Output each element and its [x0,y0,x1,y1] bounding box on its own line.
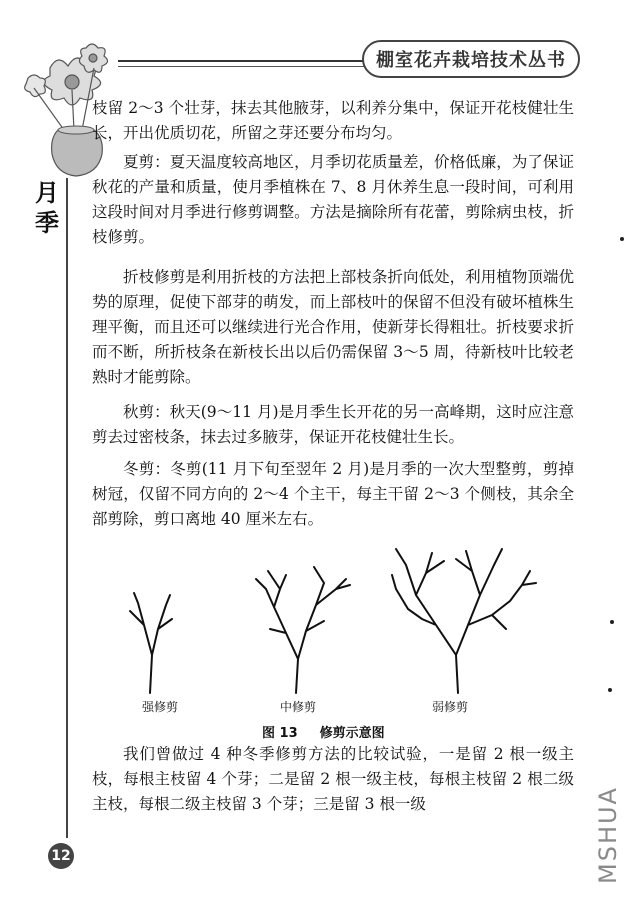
paragraph-winter-pruning: 冬剪：冬剪(11 月下旬至翌年 2 月)是月季的一次大型整剪，剪掉树冠，仅留不同方向的 2～4 个主干，每主干留 2～3 个侧枝，其余全部剪除，剪口离地 40 厘米左右。 [92,460,574,528]
scan-speck [608,688,612,692]
figure-number: 图 13 [262,726,298,741]
caption-medium: 中修剪 [280,700,317,714]
header-rule-thin [118,66,368,67]
header-rule [118,60,368,62]
heavy-pruning-plant [130,593,172,693]
watermark: MSHUA [594,786,622,884]
side-rule [66,178,68,838]
series-title: 棚室花卉栽培技术丛书 [362,40,580,78]
light-pruning-plant [392,549,536,693]
paragraph-branch-bending: 折枝修剪是利用折枝的方法把上部枝条折向低处，利用植物顶端优势的原理，促使下部芽的萌发，而上部枝叶的保留不但没有破坏植株生理平衡，而且还可以继续进行光合作用，使新芽长得粗壮。折枝要求折而不断，所折枝条在新枝长出以后仍需保留 3～5 周，待新枝叶比较老熟时才能剪除。 [92,268,574,386]
pruning-illustration [110,545,550,695]
page-number: 12 [48,843,74,869]
caption-light: 弱修剪 [432,700,469,714]
caption-heavy: 强修剪 [142,700,179,714]
figure-title-text: 修剪示意图 [319,726,385,741]
figure-title [262,722,407,741]
paragraph-autumn-pruning: 秋剪：秋天(9～11 月)是月季生长开花的另一高峰期，这时应注意剪去过密枝条，抹去过多腋芽，保证开花枝健壮生长。 [92,403,574,446]
chapter-title-text: 月季 [35,178,59,237]
chapter-title [32,178,62,238]
medium-pruning-plant [256,567,350,693]
paragraph-experiment: 我们曾做过 4 种冬季修剪方法的比较试验，一是留 2 根一级主枝，每根主枝留 4 个芽；二是留 2 根一级主枝，每根主枝留 2 根二级主枝，每根二级主枝留 3 个芽；三是留 3 根一级 [92,745,574,813]
paragraph-1: 枝留 2～3 个壮芽，抹去其他腋芽，以利养分集中，保证开花枝健壮生长，开出优质切花，所留之芽还要分布均匀。 [92,99,574,142]
paragraph-summer-pruning: 夏剪：夏天温度较高地区，月季切花质量差，价格低廉，为了保证秋花的产量和质量，使月季植株在 7、8 月休养生息一段时间，可利用这段时间对月季进行修剪调整。方法是摘除所有花蕾，剪除病虫枝，折枝修剪。 [92,153,574,246]
scan-speck [620,237,624,241]
scan-speck [610,620,614,624]
